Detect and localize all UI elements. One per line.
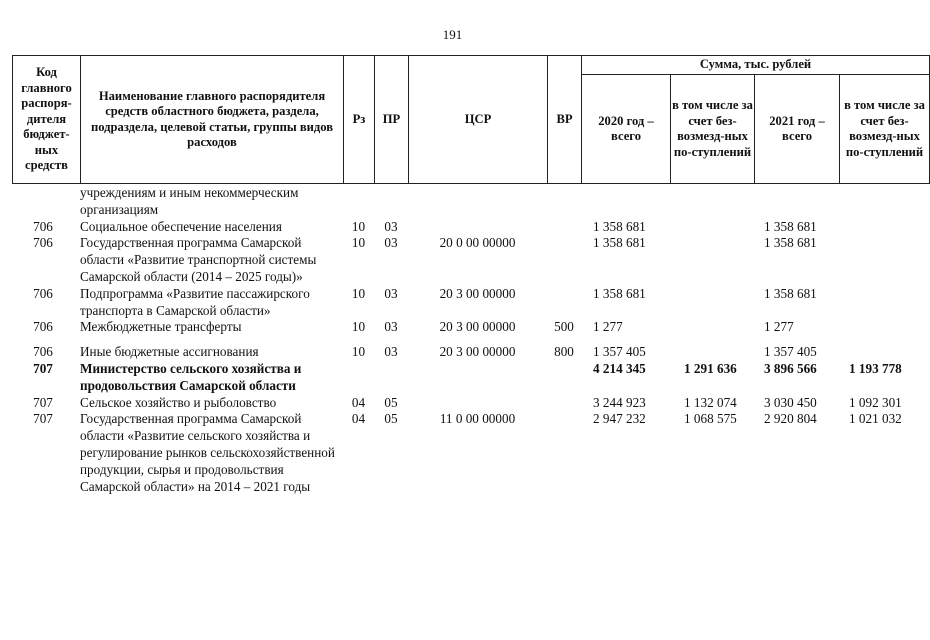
cell-csr	[408, 185, 547, 219]
table-header	[12, 55, 930, 184]
cell-s2021: 1 358 681	[764, 218, 817, 234]
table-row	[12, 395, 929, 412]
cell-code: 706	[33, 344, 53, 360]
cell-s2021	[754, 185, 839, 219]
cell-b2021	[839, 319, 929, 336]
cell-s2020: 1 277	[593, 319, 623, 335]
cell-b2021	[839, 185, 929, 219]
cell-s2020: 1 358 681	[593, 218, 646, 234]
cell-vr	[547, 219, 581, 236]
cell-b2021	[839, 286, 929, 320]
cell-name: Министерство сельского хозяйства и продовольствия Самарской области	[80, 360, 302, 393]
table-row	[12, 185, 929, 219]
header-pr: ПР	[375, 56, 409, 184]
cell-b2021: 1 193 778	[849, 360, 902, 376]
cell-rz: 10	[351, 319, 366, 335]
cell-vr	[547, 185, 581, 219]
header-rz: Рз	[344, 56, 375, 184]
cell-csr	[408, 395, 547, 412]
cell-pr: 03	[384, 344, 398, 360]
cell-csr: 11 0 00 00000	[439, 411, 516, 427]
cell-rz	[343, 185, 374, 219]
header-2021-gratuitous: в том числе за счет без-возмезд-ных по-ступлений	[840, 75, 930, 184]
cell-s2020	[581, 185, 670, 219]
cell-code: 706	[33, 285, 53, 301]
cell-b2020	[670, 219, 754, 236]
cell-pr: 03	[384, 218, 398, 234]
cell-b2021: 1 092 301	[849, 394, 902, 410]
cell-b2021: 1 021 032	[849, 411, 902, 427]
cell-rz: 10	[351, 218, 366, 234]
cell-s2020: 1 357 405	[593, 344, 646, 360]
cell-b2021	[839, 235, 929, 285]
cell-pr: 03	[384, 235, 398, 251]
table-row	[12, 235, 929, 285]
cell-csr: 20 0 00 00000	[439, 235, 516, 251]
cell-code: 707	[33, 394, 53, 410]
cell-vr	[547, 361, 581, 395]
cell-rz: 10	[351, 285, 366, 301]
cell-pr	[374, 185, 408, 219]
cell-b2020	[670, 185, 754, 219]
cell-pr: 03	[384, 319, 398, 335]
cell-name: Подпрограмма «Развитие пассажирского транспорта в Самарской области»	[80, 285, 310, 318]
header-vr: ВР	[548, 56, 582, 184]
cell-b2020	[670, 235, 754, 285]
cell-rz: 10	[351, 235, 366, 251]
cell-vr	[547, 411, 581, 495]
cell-name: Государственная программа Самарской области «Развитие транспортной системы Самарской области (2014 – 2025 годы)»	[80, 235, 317, 284]
header-csr: ЦСР	[409, 56, 548, 184]
cell-s2021: 1 277	[764, 319, 794, 335]
cell-name: Государственная программа Самарской области «Развитие сельского хозяйства и регулирование рынков сельскохозяйственной продукции, сырья и продовольствия Самарской области» на 2014 – 2021 годы	[80, 411, 335, 494]
header-2020-total: 2020 год – всего	[582, 75, 671, 184]
cell-pr	[374, 361, 408, 395]
cell-s2020: 2 947 232	[593, 411, 646, 427]
cell-s2021: 3 896 566	[764, 360, 817, 376]
table-row	[12, 286, 929, 320]
cell-rz: 04	[351, 411, 366, 427]
table-row	[12, 411, 929, 495]
cell-csr: 20 3 00 00000	[439, 285, 516, 301]
table-row	[12, 361, 929, 395]
cell-b2020	[670, 319, 754, 336]
cell-name: учреждениям и иным некоммерческим организациям	[80, 185, 299, 217]
cell-s2021: 1 358 681	[764, 235, 817, 251]
cell-b2020: 1 291 636	[684, 360, 737, 376]
cell-vr	[547, 286, 581, 320]
cell-rz	[343, 361, 374, 395]
cell-vr: 800	[554, 344, 574, 360]
cell-s2021: 2 920 804	[764, 411, 817, 427]
cell-code	[12, 185, 80, 219]
cell-name: Межбюджетные трансферты	[80, 319, 242, 335]
cell-csr: 20 3 00 00000	[439, 344, 516, 360]
cell-vr: 500	[554, 319, 574, 335]
cell-vr	[547, 395, 581, 412]
cell-pr: 05	[384, 411, 398, 427]
cell-name: Социальное обеспечение населения	[80, 218, 282, 234]
table-row	[12, 219, 929, 236]
cell-s2020: 1 358 681	[593, 285, 646, 301]
cell-pr: 03	[384, 285, 398, 301]
cell-code: 707	[33, 360, 53, 376]
cell-s2020: 3 244 923	[593, 394, 646, 410]
cell-code: 706	[33, 218, 53, 234]
table-body	[12, 185, 929, 495]
cell-name: Сельское хозяйство и рыболовство	[80, 394, 277, 410]
table-row	[12, 336, 929, 361]
cell-rz: 04	[351, 394, 366, 410]
cell-s2021: 3 030 450	[764, 394, 817, 410]
header-2021-total: 2021 год – всего	[755, 75, 840, 184]
cell-csr	[408, 361, 547, 395]
header-2020-gratuitous: в том числе за счет без-возмезд-ных по-ступлений	[671, 75, 755, 184]
cell-code: 706	[33, 319, 53, 335]
cell-b2020	[670, 286, 754, 320]
cell-b2020: 1 132 074	[684, 394, 737, 410]
cell-code: 706	[33, 235, 53, 251]
header-code: Код главного распоря-дителя бюджет-ных средств	[13, 56, 81, 184]
cell-pr: 05	[384, 394, 398, 410]
cell-csr: 20 3 00 00000	[439, 319, 516, 335]
header-sum: Сумма, тыс. рублей	[582, 56, 930, 75]
cell-s2021: 1 358 681	[764, 285, 817, 301]
cell-s2021: 1 357 405	[764, 344, 817, 360]
cell-b2020	[670, 336, 754, 361]
page-number: 191	[442, 27, 463, 42]
cell-s2020: 1 358 681	[593, 235, 646, 251]
cell-s2020: 4 214 345	[593, 360, 646, 376]
cell-code: 707	[33, 411, 53, 427]
table-row	[12, 319, 929, 336]
cell-b2020: 1 068 575	[684, 411, 737, 427]
cell-vr	[547, 235, 581, 285]
cell-name: Иные бюджетные ассигнования	[80, 344, 259, 360]
cell-b2021	[839, 219, 929, 236]
cell-b2021	[839, 336, 929, 361]
cell-csr	[408, 219, 547, 236]
header-name: Наименование главного распорядителя средств областного бюджета, раздела, подраздела, целевой статьи, группы видов расходов	[81, 56, 344, 184]
cell-rz: 10	[351, 344, 366, 360]
